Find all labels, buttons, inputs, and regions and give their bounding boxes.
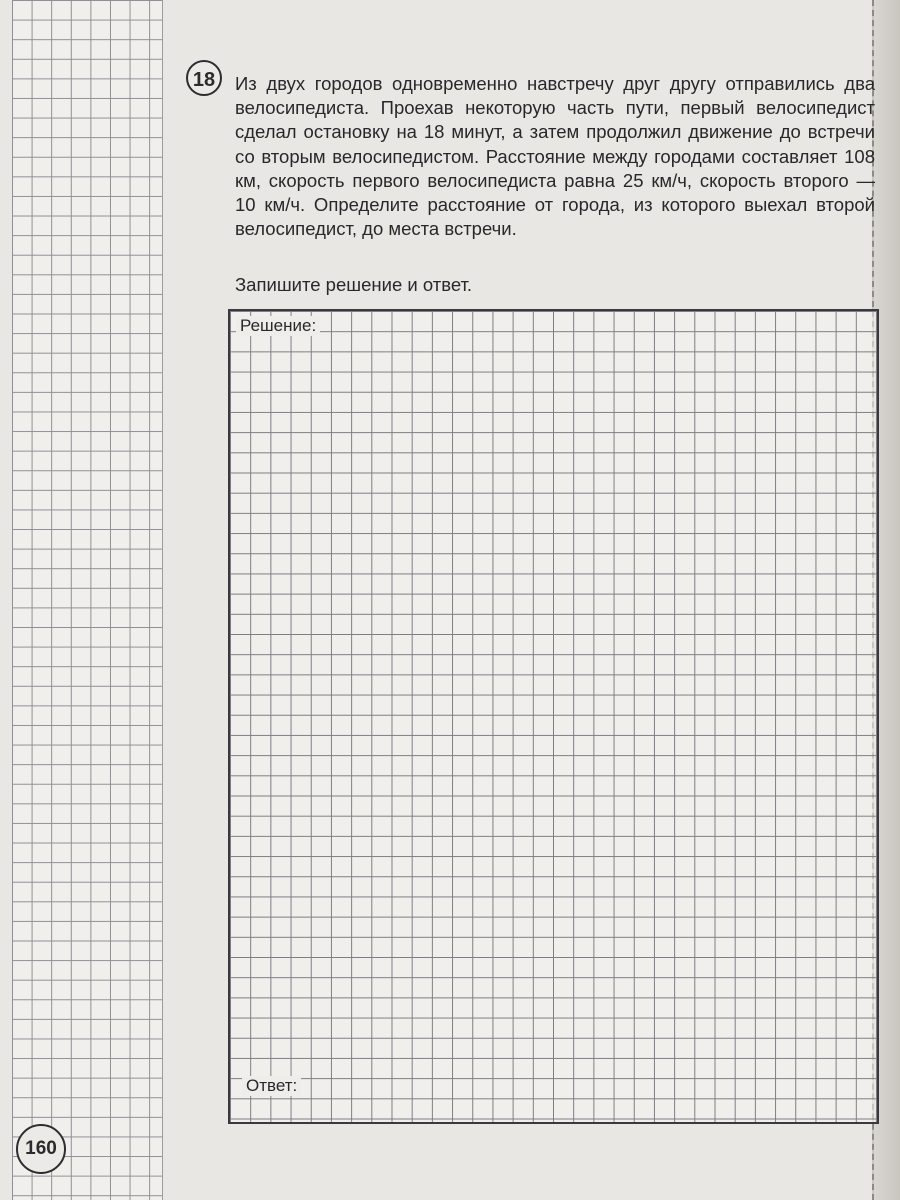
margin-grid xyxy=(12,0,163,1200)
answer-label: Ответ: xyxy=(242,1076,301,1096)
instruction-text: Запишите решение и ответ. xyxy=(235,274,473,295)
answer-grid-box[interactable] xyxy=(228,309,879,1124)
solution-label: Решение: xyxy=(236,316,320,336)
problem-statement: Из двух городов одновременно навстречу друг другу отправились два велосипедиста. Проехав некоторую часть пути, первый велосипедист сделал остановку на 18 минут, а затем продолжил движение до встречи со вторым велосипедистом. Расстояние между городами составляет 108 км, скорость первого велосипедиста равна 25 км/ч, скорость второго — 10 км/ч. Определите расстояние от города, из которого выехал второй велосипедист, до места встречи. xyxy=(235,73,875,240)
page-number: 160 xyxy=(16,1124,66,1174)
problem-number: 18 xyxy=(186,60,222,96)
